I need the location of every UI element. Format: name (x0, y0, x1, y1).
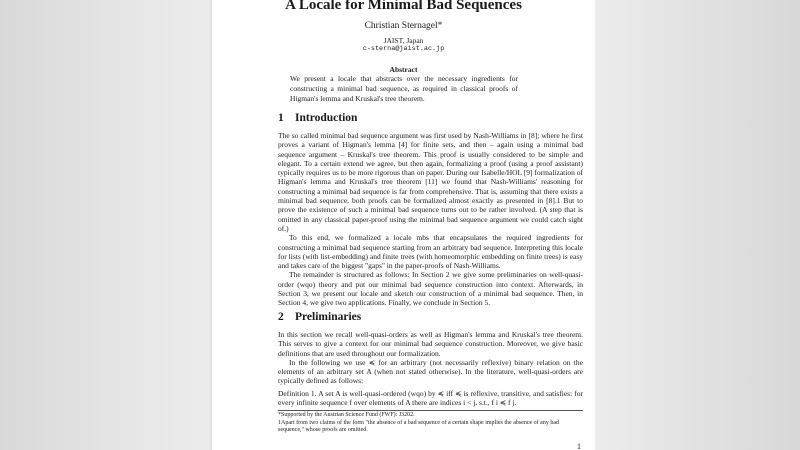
footnotes (278, 410, 583, 435)
section-number: 1 (278, 112, 284, 124)
introduction-body (278, 131, 583, 308)
preliminaries-body (278, 330, 583, 407)
background-left (0, 0, 210, 450)
section-heading-introduction (278, 112, 357, 124)
author-email: c-sterna@jaist.ac.jp (362, 45, 445, 53)
definition: Definition 1. A set A is well-quasi-ordered (wqo) by ≼ iff ≼ is reflexive, transitive, and satisfies: for every infinite sequence f over elements of A there are indices i < j, s.t., f i ≼ f j. (278, 388, 583, 408)
paragraph: The so called minimal bad sequence argument was first used by Nash-Williams in [8]; where he first proves a variant of Higman's lemma [4] for finite sets, and then – again using a minimal bad sequence argument – Kruskal's tree theorem. This proof is usually considered to be simple and elegant. To a certain extend we agree, but then again, formalizing a proof (using a proof assistant) typically requires us to be more rigorous than on paper. During our Isabelle/HOL [9] formalization of Higman's lemma and Kruskal's tree theorem [11] we found that Nash-Williams' reasoning for constructing a minimal bad sequence is far from comprehensive. That is, assuming that there exists a minimal bad sequence, both proofs can be formalized almost exactly as presented in [8].1 But to prove the existence of such a minimal bad sequence turns out to be rather involved. (A step that is omitted in any classical paper-proof using the minimal bad sequence argument we could catch sight of.) (278, 131, 583, 233)
affiliation: JAIST, Japan (383, 36, 424, 45)
paper-page (212, 0, 595, 450)
background-right (595, 0, 800, 450)
footnote: 1Apart from two claims of the form "the absence of a bad sequence of a certain shape implies the absence of any bad sequence," whose proofs are omitted. (278, 419, 560, 433)
section-title: Preliminaries (295, 311, 362, 323)
section-number: 2 (278, 311, 284, 323)
paragraph: To this end, we formalized a locale mbs that encapsulates the required ingredients for constructing a minimal bad sequence starting from an arbitrary bad sequence. Interpreting this locale for lists (with list-embedding) and finite trees (with homeomorphic embedding on finite trees) is easy and takes care of the biggest "gaps" in the paper-proofs of Nash-Williams. (278, 233, 583, 271)
author: Christian Sternagel* (364, 21, 443, 31)
paragraph: The remainder is structured as follows: In Section 2 we give some preliminaries on well-quasi-order (wqo) theory and put our minimal bad sequence construction into context. Afterwards, in Section 3, we present our locale and sketch our construction of a minimal bad sequence. Then, in Section 4, we give two applications. Finally, we conclude in Section 5. (278, 270, 583, 308)
section-title: Introduction (295, 112, 358, 124)
abstract-text: We present a locale that abstracts over the necessary ingredients for constructing a minimal bad sequence, as required in classical proofs of Higman's lemma and Kruskal's tree theorem. (290, 74, 518, 103)
paragraph: In the following we use ≼ for an arbitrary (not necessarily reflexive) binary relation on the elements of an arbitrary set A (when not stated otherwise). In the literature, well-quasi-orders are typically defined as follows: (278, 357, 583, 386)
section-heading-preliminaries (278, 311, 361, 323)
paper-title: A Locale for Minimal Bad Sequences (285, 0, 522, 13)
paragraph: In this section we recall well-quasi-orders as well as Higman's lemma and Kruskal's tree theorem. This serves to give a context for our minimal bad sequence construction. Moreover, we give basic definitions that are used throughout our formalization. (278, 330, 583, 358)
abstract-heading: Abstract (389, 65, 418, 74)
footnote: *Supported by the Austrian Science Fund (FWF): J3202. (278, 412, 415, 418)
page-number: 1 (577, 442, 581, 450)
